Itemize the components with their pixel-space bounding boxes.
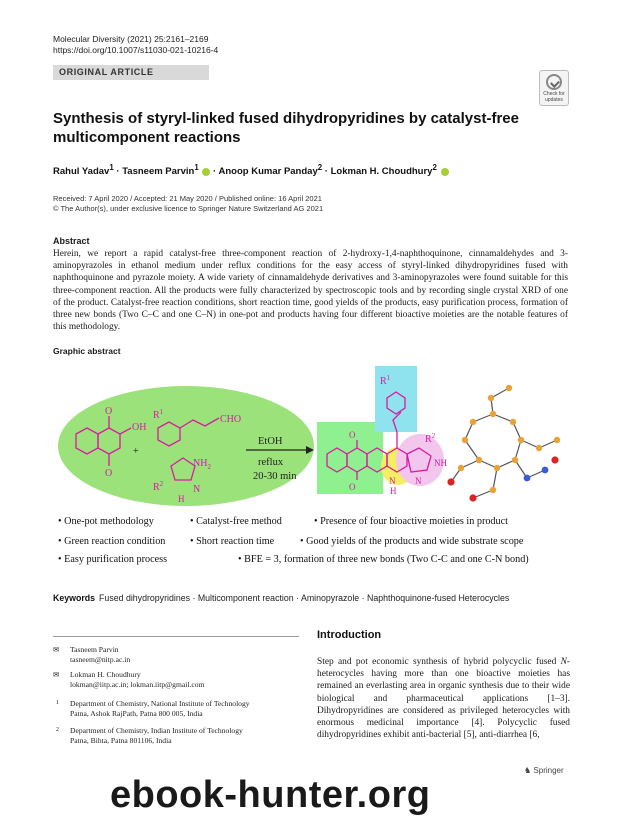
- affiliation-number: 1: [56, 700, 59, 706]
- oxygen-label: O: [105, 406, 113, 417]
- paper-title: Synthesis of styryl-linked fused dihydropyridines by catalyst-free multicomponent reactions: [53, 110, 519, 146]
- keywords-text: Fused dihydropyridines · Multicomponent reaction · Aminopyrazole · Naphthoquinone-fused Heterocycles: [99, 593, 510, 603]
- oxygen-label: O: [105, 468, 113, 479]
- mail-icon: ✉: [53, 645, 60, 654]
- check-for-updates-button[interactable]: Check for updates: [539, 70, 569, 106]
- check-updates-icon: [546, 74, 562, 90]
- corresponding-author: Lokman H. Choudhury lokman@iitp.ac.in; lokman.iitp@gmail.com: [70, 670, 205, 689]
- author-name[interactable]: Anoop Kumar Panday: [218, 166, 318, 178]
- product-n-label: N: [415, 476, 422, 486]
- product-r1-label: $R^1$: [380, 374, 391, 387]
- doi-link[interactable]: https://doi.org/10.1007/s11030-021-10216-4: [53, 45, 219, 55]
- feature-bullet: • One-pot methodology: [58, 516, 154, 527]
- affiliation: Department of Chemistry, Indian Institute of Technology Patna, Bihta, Patna 801106, India: [70, 726, 243, 745]
- abstract-text: Herein, we report a rapid catalyst-free three-component reaction of 2-hydroxy-1,4-naphthoquinone, cinnamaldehydes and 3-aminopyrazoles in ethanol medium under reflux conditions for the easy access of styryl-linked dihydropyridines fused with naphthoquinone and pyrazole moiety. A wide variety of cinnamaldehyde derivatives and 3-aminopyrazoles were found suitable for this three-component reaction. All the products were fully characterized by spectroscopic tools and by recording single crystal XRD of one of the product. Catalyst-free reaction conditions, short reaction time, good yields of the products, easy purification process, formation of three new bonds (Two C–C and one C–N) in one-pot and products having four different bioactive moieties are the notable features of this methodology.: [53, 249, 568, 333]
- introduction-heading: Introduction: [317, 629, 382, 641]
- watermark-text: ebook-hunter.org: [110, 774, 431, 816]
- author-list: Rahul Yadav$^1$ · Tasneem Parvin$^1$ · Anoop Kumar Panday$^2$ · Lokman H. Choudhury$^2$: [53, 163, 449, 177]
- product-h-label: H: [390, 486, 397, 496]
- introduction-text: Step and pot economic synthesis of hybrid polycyclic fused N-heterocycles having more than one bioactive moieties has remained an everlasting area in organic synthesis due to their wide biological and pharmaceutical applications [1–3]. Dihydropyridines are considered as privileged heterocycles with enormous medicinal importance [4]. Polycyclic fused dihydropyridines exhibit anti-bacterial [5], anti-diarrhea [6,: [317, 657, 570, 741]
- feature-bullet: • Easy purification process: [58, 554, 168, 565]
- journal-citation: Molecular Diversity (2021) 25:2161–2169: [53, 34, 209, 44]
- publication-dates: Received: 7 April 2020 / Accepted: 21 May 2020 / Published online: 16 April 2021 © The Author(s), under exclusive licence to Springer Nature Switzerland AG 2021: [53, 194, 324, 213]
- keywords-line: [53, 593, 509, 603]
- keywords-label: Keywords: [53, 593, 96, 603]
- feature-bullet: • Catalyst-free method: [190, 516, 282, 527]
- corresponding-author: Tasneem Parvin tasneem@nitp.ac.in: [70, 645, 131, 664]
- feature-bullet: • Presence of four bioactive moieties in product: [314, 516, 508, 527]
- graphic-abstract-heading: Graphic abstract: [53, 346, 121, 356]
- author-name[interactable]: Lokman H. Choudhury: [330, 166, 433, 178]
- hydroxyl-label: OH: [132, 422, 147, 433]
- time-label: 20-30 min: [253, 471, 297, 482]
- publisher-logo: ♞ Springer: [524, 766, 564, 775]
- product-r2-label: $R^2$: [425, 432, 436, 445]
- journal-info: [53, 34, 218, 56]
- orcid-icon[interactable]: [441, 168, 449, 176]
- graphic-abstract-scheme: [53, 362, 568, 512]
- solvent-label: EtOH: [258, 436, 283, 447]
- email-link[interactable]: tasneem@nitp.ac.in: [70, 654, 131, 664]
- article-type-banner: [53, 65, 209, 80]
- author-name[interactable]: Tasneem Parvin: [122, 166, 195, 178]
- product-oxygen: O: [349, 482, 356, 492]
- feature-bullet: • BFE = 3, formation of three new bonds (Two C-C and one C-N bond): [238, 554, 529, 565]
- r2-label: $R^2$: [153, 480, 164, 493]
- feature-bullet: • Green reaction condition: [58, 536, 166, 547]
- product-oxygen: O: [349, 430, 356, 440]
- nitrogen-label: N: [193, 484, 201, 495]
- product-n-label: N: [389, 476, 396, 486]
- abstract-heading: Abstract: [53, 236, 90, 246]
- product-nh-label: NH: [434, 458, 447, 468]
- footnote-divider: [53, 636, 299, 637]
- crystal-structure-image: [447, 385, 560, 502]
- article-type-label: ORIGINAL ARTICLE: [59, 67, 154, 77]
- affiliation-number: 2: [56, 727, 59, 733]
- plus-sign: +: [133, 446, 139, 457]
- hydrogen-label: H: [178, 494, 185, 504]
- author-name[interactable]: Rahul Yadav: [53, 166, 110, 178]
- email-link[interactable]: lokman@iitp.ac.in; lokman.iitp@gmail.com: [70, 679, 205, 689]
- r1-label: $R^1$: [153, 408, 164, 421]
- mail-icon: ✉: [53, 670, 60, 679]
- amine-label: $NH_2$: [193, 458, 211, 471]
- feature-bullet: • Short reaction time: [190, 536, 275, 547]
- condition-label: reflux: [258, 457, 284, 468]
- aldehyde-label: CHO: [220, 414, 242, 425]
- affiliation: Department of Chemistry, National Institute of Technology Patna, Ashok RajPath, Patna 800 005, India: [70, 699, 250, 718]
- feature-bullet: • Good yields of the products and wide substrate scope: [300, 536, 524, 547]
